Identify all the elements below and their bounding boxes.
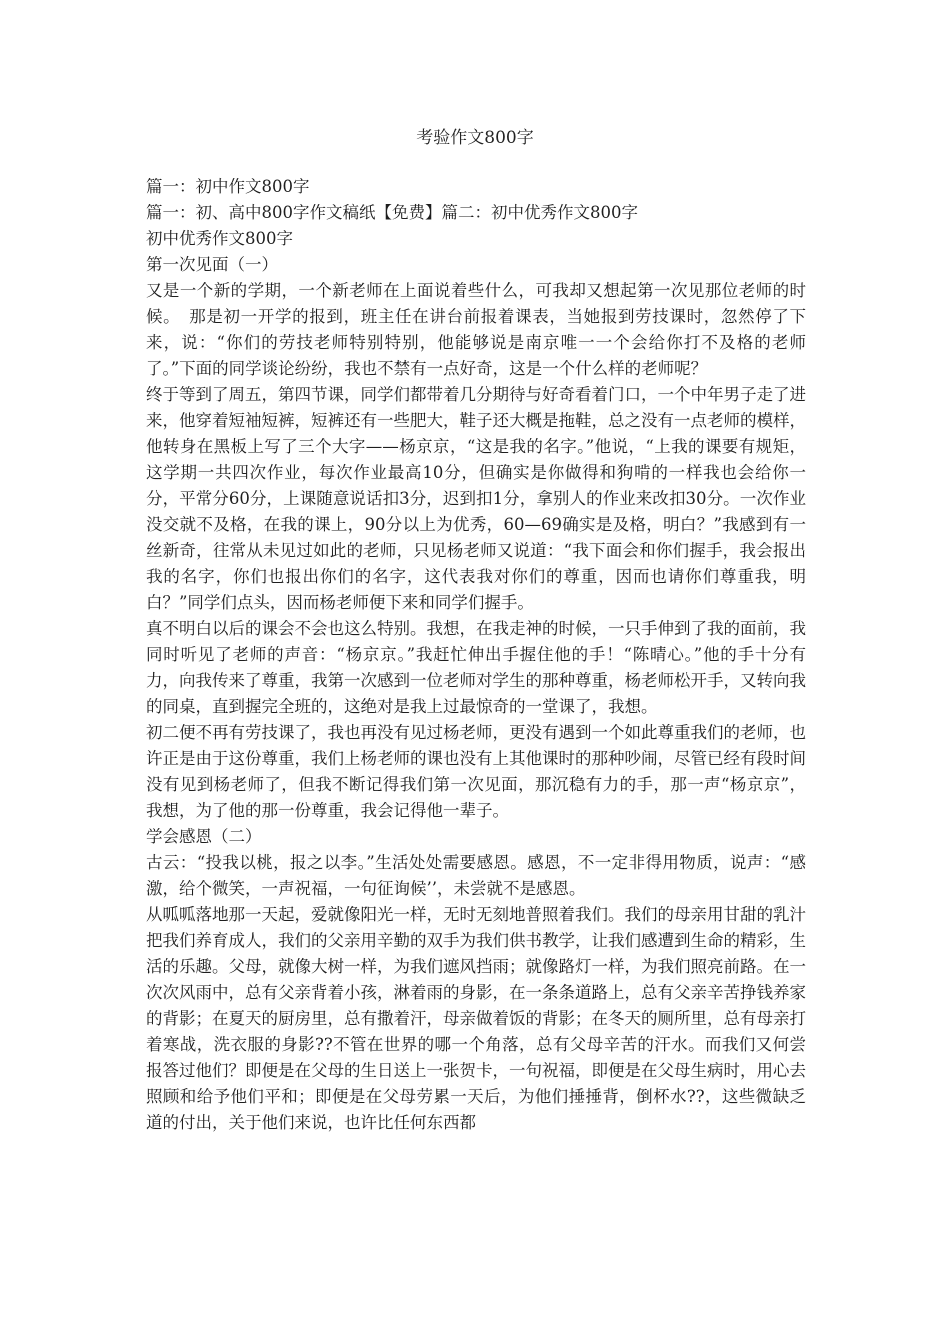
section-heading: 篇一：初中作文800字 — [146, 177, 310, 196]
document-body — [146, 174, 806, 1136]
paragraph: 古云：“投我以桃，报之以李。”生活处处需要感恩。感恩，不一定非得用物质，说声：“感激，给个微笑，一声祝福，一句征询候’’，未尝就不是感恩。 — [146, 853, 806, 898]
document-title: 考验作文800字 — [416, 128, 534, 148]
subheading: 第一次见面（一） — [146, 255, 278, 274]
paragraph: 初二便不再有劳技课了，我也再没有见过杨老师，更没有遇到一个如此尊重我们的老师，也许正是由于这份尊重，我们上杨老师的课也没有上其他课时的那种吵闹，尽管已经有段时间没有见到杨老师了，但我不断记得我们第一次见面，那沉稳有力的手，那一声“杨京京”，我想，为了他的那一份尊重，我会记得他一辈子。 — [146, 723, 806, 820]
paragraph: 又是一个新的学期，一个新老师在上面说着些什么，可我却又想起第一次见那位老师的时候。 那是初一开学的报到，班主任在讲台前报着课表，当她报到劳技课时，忽然停了下来，说：“你们的劳技老师特别特别，他能够说是南京唯一一个会给你打不及格的老师了。”下面的同学谈论纷纷，我也不禁有一点好奇，这是一个什么样的老师呢？ — [146, 281, 806, 378]
paragraph: 终于等到了周五，第四节课，同学们都带着几分期待与好奇看着门口，一个中年男子走了进来，他穿着短袖短裤，短裤还有一些肥大，鞋子还大概是拖鞋，总之没有一点老师的模样，他转身在黑板上写了三个大字——杨京京，“这是我的名字。”他说，“上我的课要有规矩，这学期一共四次作业，每次作业最高10分，但确实是你做得和狗啃的一样我也会给你一分，平常分60分，上课随意说话扣3分，迟到扣1分，拿别人的作业来改扣30分。一次作业没交就不及格，在我的课上，90分以上为优秀，60—69确实是及格，明白？”我感到有一丝新奇，往常从未见过如此的老师，只见杨老师又说道：“我下面会和你们握手，我会报出我的名字，你们也报出你们的名字，这代表我对你们的尊重，因而也请你们尊重我，明白？”同学们点头，因而杨老师便下来和同学们握手。 — [146, 385, 806, 612]
section-heading: 初中优秀作文800字 — [146, 229, 293, 248]
paragraph: 从呱呱落地那一天起，爱就像阳光一样，无时无刻地普照着我们。我们的母亲用甘甜的乳汁把我们养育成人，我们的父亲用辛勤的双手为我们供书教学，让我们感遭到生命的精彩，生活的乐趣。父母，就像大树一样，为我们遮风挡雨；就像路灯一样，为我们照亮前路。在一次次风雨中，总有父亲背着小孩，淋着雨的身影，在一条条道路上，总有父亲辛苦挣钱养家的背影；在夏天的厨房里，总有撒着汗，母亲做着饭的背影；在冬天的厕所里，总有母亲打着寒战，洗衣服的身影??不管在世界的哪一个角落，总有父母辛苦的汗水。而我们又何尝报答过他们？即便是在父母的生日送上一张贺卡，一句祝福，即便是在父母生病时，用心去照顾和给予他们平和；即便是在父母劳累一天后，为他们捶捶背，倒杯水??，这些微缺乏道的付出，关于他们来说，也许比任何东西都 — [146, 905, 806, 1132]
paragraph: 真不明白以后的课会不会也这么特别。我想，在我走神的时候，一只手伸到了我的面前，我同时听见了老师的声音：“杨京京。”我赶忙伸出手握住他的手！“陈晴心。”他的手十分有力，向我传来了尊重，我第一次感到一位老师对学生的那种尊重，杨老师松开手，又转向我的同桌，直到握完全班的，这绝对是我上过最惊奇的一堂课了，我想。 — [146, 619, 806, 716]
subheading: 学会感恩（二） — [146, 827, 262, 846]
section-heading: 篇一：初、高中800字作文稿纸【免费】篇二：初中优秀作文800字 — [146, 203, 638, 222]
